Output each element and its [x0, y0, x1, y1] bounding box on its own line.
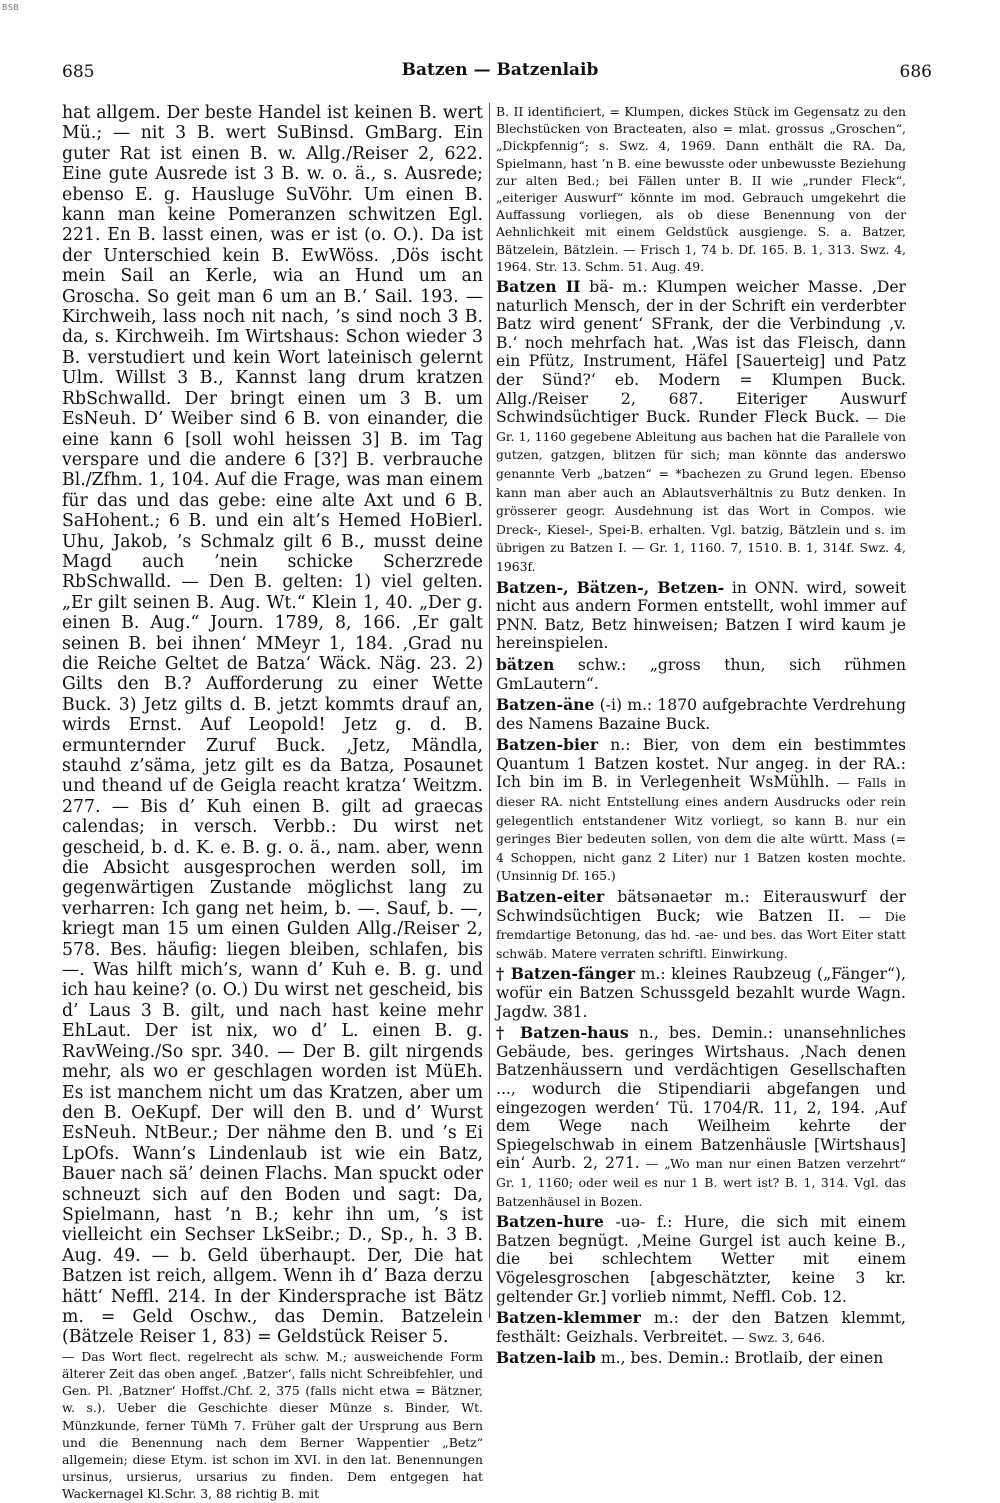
entry-note: — Die Gr. 1, 1160 gegebene Ableitung aus bachen hat die Parallele von gutzen, gatzgen, blitzen für sich; man könnte das anderswo genannte Verb „batzen“ = *bachezen zu Grund legen. Ebenso kann man aber auch an Ablautsverhältnis zu Butz denken. In grösserer geogr. Ausdehnung ist das Wort in Compos. wie Dreck-, Kiesel-, Spei-B. erhalten. Vgl. batzig, Bätzlein und s. im übrigen zu Batzen I. — Gr. 1, 1160. 7, 1510. B. 1, 314f. Swz. 4, 1963f. — [496, 410, 906, 574]
running-head: Batzen — Batzenlaib — [401, 60, 599, 80]
entry-text: -uə- f.: Hure, die sich mit einem Batzen begnügt. ‚Meine Gurgel ist auch keine B., die bei schlechtem Wetter mit einem Vögelesgroschen [abgeschätzter, keine 3 kr. geltender Gr.] vorlieb nimmt, Neffl. Cob. 12. — [496, 1213, 906, 1306]
dictionary-entry — [496, 656, 906, 693]
entry-lemma: † Batzen-haus — [496, 1023, 629, 1043]
entry-lemma: Batzen-eiter — [496, 887, 605, 907]
entry-text: m.: kleines Raubzeug („Fänger“), wofür ein Batzen Schussgeld bezahlt wurde Wagn. Jagdw. 381. — [496, 965, 906, 1021]
entry-lemma: Batzen-äne — [496, 695, 595, 715]
dictionary-entry — [496, 579, 906, 653]
library-stamp: BSB — [2, 3, 20, 12]
left-column-text: hat allgem. Der beste Handel ist keinen B. wert Mü.; — nit 3 B. wert SuBinsd. GmBarg. Ein guter Rat ist einen B. w. Allg./Reiser 2, 622. Eine gute Ausrede ist 3 B. w. o. ä., s. Ausrede; ebenso E. g. Hausluge SuVöhr. Um einen B. kann man keine Pomeranzen schwitzen Egl. 221. En B. lasst einen, was er ist (o. O.). Da ist der Unterschied kein B. EwWöss. ‚Dös ischt mein Sail an Kerle, wia an Hund um an Groscha. So geit man 6 um an B.‘ Sail. 193. — Kirchweih, lass noch nit nach, ’s sind noch 3 B. da, s. Kirchweih. Im Wirtshaus: Schon wieder 3 B. verstudiert und kein Wort lateinisch gelernt Ulm. Willst 3 B., Kannst lang drum kratzen RbSchwalld. Der bringt einen um 3 B. um EsNeuh. D’ Weiber sind 6 B. von einander, die eine kann 6 [soll wohl heissen 3] B. im Tag verspare und die andere 6 [3?] B. verbrauche Bl./Zfhm. 1, 104. Auf die Frage, was man einem für das und das gebe: eine alte Axt und 6 B. SaHohent.; 6 B. und ein alt’s Hemed HoBierl. Uhu, Jakob, ’s Schmalz gilt 6 B., musst deine Magd auch ’nein schicke Scherzrede RbSchwalld. — Den B. gelten: 1) viel gelten. „Er gilt seinen B. Aug. Wt.“ Klein 1, 40. „Der g. einen B. Aug.“ Journ. 1789, 8, 166. ‚Er galt seinen B. bei ihnen‘ MMeyr 1, 184. ‚Grad nu die Reiche Geltet de Batza‘ Wäck. Näg. 23. 2) Gilts den B.? Aufforderung zu einer Wette Buck. 3) Jetz gilts d. B. jetzt kommts drauf an, wirds Ernst. Auf Leopold! Jetz g. d. B. ermunternder Zuruf Buck. ‚Jetz, Mändla, stauhd z’säma, jetz gilt es da Batza, Posaunet und theand uf de Geigla reacht kratza‘ Weitzm. 277. — Bis d’ Kuh einen B. gilt ad graecas calendas; in versch. Verbb.: Du wirst net gescheid, b. d. K. e. B. g. o. ä., nam. aber, wenn die Absicht ausgesprochen werden soll, im gegenwärtigen Zustande möglichst lang zu verharren: Ich gang net heim, b. —. Sauf, b. —, kriegt man 15 um einen Gulden Allg./Reiser 2, 578. Bes. häufig: liegen bleiben, schlafen, bis —. Was hilft mich’s, wann d’ Kuh e. B. g. und ich hau keine? (o. O.) Du wirst net gescheid, bis d’ Laus 3 B. gilt, und nach hast keine mehr EhLaut. Der ist nix, wo d’ L. einen B. g. RavWeing./So spr. 340. — Der B. gilt nirgends mehr, als wo er geschlagen worden ist MüEh. Es ist manchem nicht um das Kratzen, aber um den B. OeKupf. Der will den B. und d’ Wurst EsNeuh. NtBeur.; Der nähme den B. und ’s Ei LpOfs. Wann’s Lindenlaub ist wie ein Batz, Bauer nach sä’ deinen Flachs. Man spuckt oder schneuzt sich auf den Boden und sagt: Da, Spielmann, hast ’n B.; kehr ihn um, ’s ist vielleicht ein Sechser LkSeibr.; D., Sp., h. 3 B. Aug. 49. — b. Geld überhaupt. Der, Die hat Batzen ist reich, allgem. Wenn ih d’ Baza derzu hätt‘ Neffl. 214. In der Kindersprache ist Bätz m. = Geld Oschw., das Demin. Batzelein (Bätzele Reiser 1, 83) = Geldstück Reiser 5. — [62, 103, 483, 1348]
entry-text: (-i) m.: 1870 aufgebrachte Verdrehung des Namens Bazaine Buck. — [496, 696, 906, 733]
page-number-right: 686 — [899, 62, 932, 82]
entry-lemma: † Batzen-fänger — [496, 964, 636, 984]
entry-note: — Die fremdartige Betonung, das hd. -ae- und bes. das Wort Eiter statt schwäb. Matere verraten schriftl. Einwirkung. — [496, 908, 907, 961]
dictionary-entry — [496, 278, 906, 576]
dictionary-entry — [496, 696, 906, 733]
entry-text: m.: der den Batzen klemmt, festhält: Geizhals. Verbreitet. — [496, 1309, 906, 1346]
page-number-left: 685 — [62, 62, 95, 82]
entry-text: n., bes. Demin.: unansehnliches Gebäude, bes. geringes Wirtshaus. ‚Nach denen Batzenhäussern und verdächtigen Gesellschaften ..., wodurch die Stipendiarii abgefangen und eingezogen werden‘ Tü. 1704/R. 11, 2, 194. ‚Auf dem Wege nach Weilheim kehrte der Spiegelschwab in einem Batzenhäusle [Wirtshaus] ein‘ Aurb. 2, 271. — [496, 1024, 907, 1173]
dictionary-entry — [496, 888, 906, 962]
dictionary-entry — [496, 1309, 906, 1346]
entry-lemma: Batzen-hure — [496, 1212, 604, 1232]
entry-text: schw.: „gross thun, sich rühmen GmLautern“. — [496, 655, 906, 693]
entry-lemma: Batzen-laib — [496, 1348, 596, 1368]
left-column-note: — Das Wort flect. regelrecht als schw. M.; ausweichende Form älterer Zeit das oben angef. ‚Batzer‘, falls nicht Schreibfehler, und Gen. Pl. ‚Batzner‘ Hoffst./Chf. 2, 375 (falls nicht etwa = Bätzner, w. s.). Ueber die Geschichte dieser Münze s. Binder, Wt. Münzkunde, ferner TüMh 7. Früher galt der Ursprung aus Bern und die Benennung nach dem Berner Wappentier „Betz“ allgemein; diese Etym. ist schon im XVI. in den lat. Benennungen ursinus, ursierus, ursarius zu finden. Dem entgegen hat Wackernagel Kl.Schr. 3, 88 richtig B. mit — [62, 1348, 483, 1502]
entry-text: bä- m.: Klumpen weicher Masse. ‚Der naturlich Mensch, der in der Schrift ein verderbter Batz wird genent‘ SFrank, der die Verbindung ‚v. B.‘ noch mehrfach hat. ‚Was ist das Fleisch, dann ein Pfütz, Instrument, Häfel [Sauerteig] und Patz der Sünd?‘ eb. Modern = Klumpen Buck. Allg./Reiser 2, 687. Eiteriger Auswurf Schwindsüchtiger Buck. Runder Fleck Buck. — [496, 278, 907, 427]
entry-lemma: Batzen-klemmer — [496, 1308, 641, 1328]
dictionary-entry — [496, 1213, 906, 1306]
entry-text: n.: Bier, von dem ein bestimmtes Quantum 1 Batzen kostet. Nur angeg. in der RA.: Ich bin im B. in Verlegenheit WsMühlh. — [496, 736, 906, 792]
column-divider — [489, 103, 490, 1318]
entry-lemma: bätzen — [496, 654, 555, 674]
dictionary-entry — [496, 1024, 906, 1210]
entry-note: — Swz. 3, 646. — [728, 1329, 826, 1345]
dictionary-entry — [496, 736, 906, 885]
entry-note: — Falls in dieser RA. nicht Entstellung eines andern Ausdrucks oder rein gelegentlich entstandener Witz vorliegt, so kann B. nur ein geringes Bier bedeuten sollen, von dem die alte württ. Mass (= 4 Schoppen, nicht ganz 2 Liter) nur 1 Batzen kosten mochte. (Unsinnig Df. 165.) — [496, 775, 906, 884]
entry-text: in ONN. wird, soweit nicht aus andern Formen entstellt, wohl immer auf PNN. Batz, Betz hinweisen; Batzen I wird kaum je hereinspielen. — [496, 578, 906, 653]
entry-text: m., bes. Demin.: Brotlaib, der einen — [595, 1349, 884, 1368]
entry-lemma: Batzen II — [496, 277, 581, 297]
entry-text: bätsənaetər m.: Eiterauswurf der Schwindsüchtigen Buck; wie Batzen II. — [496, 888, 906, 925]
entry-lemma: Batzen-bier — [496, 735, 599, 755]
left-column — [62, 103, 483, 1502]
right-column-continuation: B. II identificiert, = Klumpen, dickes Stück im Gegensatz zu den Blechstücken von Bracteaten, also = mlat. grossus „Groschen“, „Dickpfennig“; s. Swz. 4, 1969. Dann enthält die RA. Da, Spielmann, hast ’n B. eine bewusste oder unbewusste Beziehung zur alten Bed.; bei Fällen unter B. II wie „runder Fleck“, „eiteriger Auswurf“ könnte im mod. Gebrauch umgekehrt die Auffassung vorliegen, als ob diese Benennung von der Aehnlichkeit mit einem Geldstück ausgienge. S. a. Batzer, Bätzelein, Bätzlein. — Frisch 1, 74 b. Df. 165. B. 1, 313. Swz. 4, 1964. Str. 13. Schm. 51. Aug. 49. — [496, 104, 906, 274]
entry-note: — „Wo man nur einen Batzen verzehrt“ Gr. 1, 1160; oder weil es nur 1 B. wert ist? B. 1, 314. Vgl. das Batzenhäusel in Bozen. — [496, 1156, 906, 1209]
right-column — [496, 103, 906, 1425]
dictionary-entry — [496, 965, 906, 1021]
entry-lemma: Batzen-, Bätzen-, Betzen- — [496, 577, 725, 597]
dictionary-entry — [496, 1349, 906, 1368]
entry-list — [496, 278, 906, 1368]
